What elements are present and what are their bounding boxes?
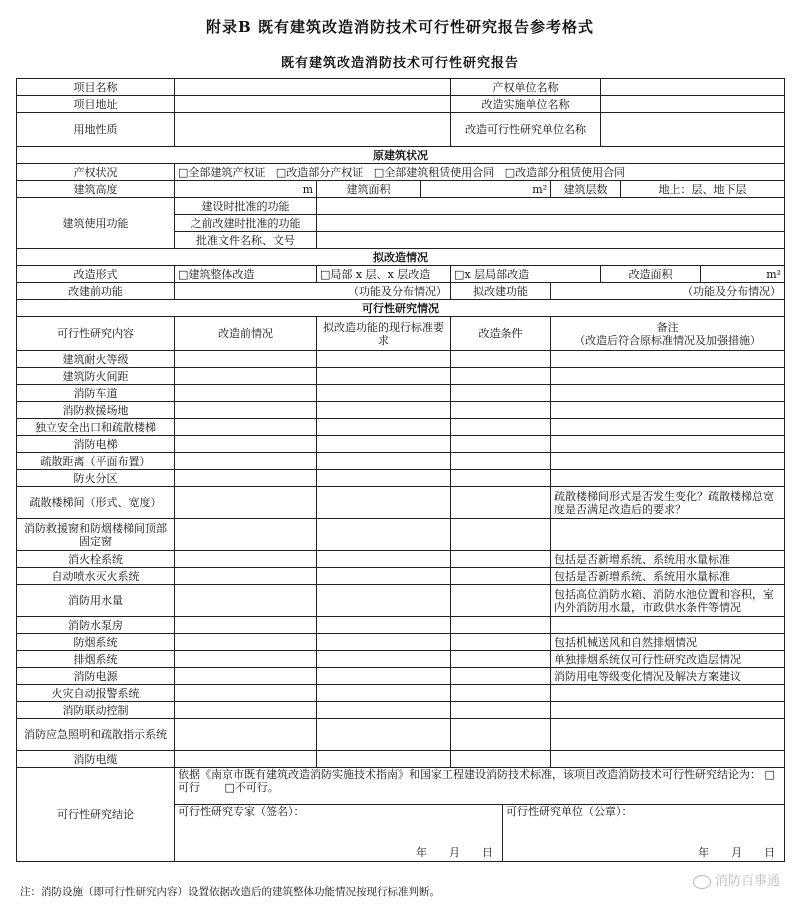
study-condition-cell[interactable]	[451, 385, 551, 402]
study-note-cell[interactable]	[551, 436, 785, 453]
study-before-cell[interactable]	[175, 702, 317, 719]
label-project-name: 项目名称	[17, 79, 175, 96]
checkbox-all-cert[interactable]: □全部建筑产权证	[178, 165, 266, 179]
study-standard-cell[interactable]	[317, 719, 451, 751]
study-row	[17, 634, 785, 651]
field-study-unit[interactable]	[601, 113, 785, 147]
field-approval-doc[interactable]	[317, 232, 785, 249]
study-note-cell[interactable]: 包括是否新增系统、系统用水量标准	[551, 551, 785, 568]
study-item-label: 消防电梯	[17, 436, 175, 453]
study-note-cell[interactable]	[551, 385, 785, 402]
study-before-cell[interactable]	[175, 685, 317, 702]
study-row	[17, 419, 785, 436]
study-note-cell[interactable]	[551, 419, 785, 436]
checkbox-partial-floors[interactable]: □局部 x 层、x 层改造	[317, 266, 451, 283]
study-before-cell[interactable]	[175, 385, 317, 402]
study-before-cell[interactable]	[175, 585, 317, 617]
study-note-cell[interactable]	[551, 685, 785, 702]
study-condition-cell[interactable]	[451, 651, 551, 668]
study-note-cell[interactable]	[551, 702, 785, 719]
field-before-func[interactable]: （功能及分布情况）	[175, 283, 451, 300]
study-item-label: 消防用水量	[17, 585, 175, 617]
field-func-approved[interactable]	[317, 198, 785, 215]
study-condition-cell[interactable]	[451, 419, 551, 436]
study-row	[17, 351, 785, 368]
study-before-cell[interactable]	[175, 351, 317, 368]
label-address: 项目地址	[17, 96, 175, 113]
label-floors: 建筑层数	[551, 181, 621, 198]
footnote: 注：消防设施（即可行性研究内容）设置依据改造后的建筑整体功能情况按现行标准判断。	[20, 886, 440, 898]
study-row	[17, 436, 785, 453]
study-row	[17, 617, 785, 634]
study-row	[17, 487, 785, 519]
label-conclusion: 可行性研究结论	[17, 768, 175, 862]
checkbox-infeasible[interactable]: □不可行。	[224, 781, 279, 794]
page-title: 附录B 既有建筑改造消防技术可行性研究报告参考格式	[206, 18, 594, 36]
study-note-cell[interactable]: 包括是否新增系统、系统用水量标准	[551, 568, 785, 585]
watermark-text: 消防百事通	[714, 874, 780, 889]
study-standard-cell[interactable]	[317, 651, 451, 668]
study-before-cell[interactable]	[175, 368, 317, 385]
study-condition-cell[interactable]	[451, 634, 551, 651]
study-standard-cell[interactable]	[317, 470, 451, 487]
checkbox-part-lease[interactable]: □改造部分租赁使用合同	[504, 165, 626, 179]
study-condition-cell[interactable]	[451, 585, 551, 617]
study-note-cell[interactable]	[551, 751, 785, 768]
study-row	[17, 368, 785, 385]
field-reno-area[interactable]: m²	[701, 266, 785, 283]
study-before-cell[interactable]	[175, 568, 317, 585]
study-condition-cell[interactable]	[451, 668, 551, 685]
study-standard-cell[interactable]	[317, 436, 451, 453]
study-row	[17, 519, 785, 551]
study-note-cell[interactable]	[551, 351, 785, 368]
study-condition-cell[interactable]	[451, 568, 551, 585]
label-height: 建筑高度	[17, 181, 175, 198]
col-before: 改造前情况	[175, 317, 317, 351]
study-row	[17, 685, 785, 702]
study-standard-cell[interactable]	[317, 419, 451, 436]
study-row	[17, 668, 785, 685]
study-note-cell[interactable]: 消防用电等级变化情况及解决方案建议	[551, 668, 785, 685]
study-row	[17, 385, 785, 402]
study-condition-cell[interactable]	[451, 351, 551, 368]
study-standard-cell[interactable]	[317, 551, 451, 568]
study-condition-cell[interactable]	[451, 702, 551, 719]
study-standard-cell[interactable]	[317, 385, 451, 402]
study-before-cell[interactable]	[175, 634, 317, 651]
study-standard-cell[interactable]	[317, 351, 451, 368]
checkbox-part-cert[interactable]: □改造部分产权证	[275, 165, 364, 179]
label-form: 改造形式	[17, 266, 175, 283]
field-area[interactable]: m²	[421, 181, 551, 198]
field-project-name[interactable]	[175, 79, 451, 96]
label-property-status: 产权状况	[17, 164, 175, 181]
study-before-cell[interactable]	[175, 651, 317, 668]
study-item-label: 消防电缆	[17, 751, 175, 768]
study-note-cell[interactable]: 单独排烟系统仅可行性研究改造层情况	[551, 651, 785, 668]
study-item-label: 消防救援窗和防烟楼梯间顶部固定窗	[17, 519, 175, 551]
field-impl-unit[interactable]	[601, 96, 785, 113]
study-item-label: 防火分区	[17, 470, 175, 487]
study-before-cell[interactable]	[175, 487, 317, 519]
study-item-label: 防烟系统	[17, 634, 175, 651]
watermark	[693, 870, 780, 889]
study-condition-cell[interactable]	[451, 617, 551, 634]
study-standard-cell[interactable]	[317, 685, 451, 702]
study-row	[17, 568, 785, 585]
study-standard-cell[interactable]	[317, 453, 451, 470]
study-condition-cell[interactable]	[451, 685, 551, 702]
study-row	[17, 751, 785, 768]
section-original: 原建筑状况	[17, 147, 785, 164]
study-rows	[17, 351, 785, 768]
study-condition-cell[interactable]	[451, 402, 551, 419]
study-note-cell[interactable]	[551, 519, 785, 551]
conclusion-text: 依据《南京市既有建筑改造消防实施技术指南》和国家工程建设消防技术标准，该项目改造消防技术可行性研究结论为：	[178, 768, 761, 781]
study-row	[17, 453, 785, 470]
checkbox-floor-partial[interactable]: □x 层局部改造	[451, 266, 601, 283]
study-item-label: 消防车道	[17, 385, 175, 402]
study-standard-cell[interactable]	[317, 585, 451, 617]
study-row	[17, 585, 785, 617]
field-after-func[interactable]: （功能及分布情况）	[551, 283, 785, 300]
study-before-cell[interactable]	[175, 436, 317, 453]
study-before-cell[interactable]	[175, 519, 317, 551]
label-owner: 产权单位名称	[451, 79, 601, 96]
study-note-cell[interactable]	[551, 368, 785, 385]
label-study-unit: 改造可行性研究单位名称	[451, 113, 601, 147]
field-owner[interactable]	[601, 79, 785, 96]
label-impl-unit: 改造实施单位名称	[451, 96, 601, 113]
property-options	[175, 164, 785, 181]
wechat-icon	[693, 875, 711, 889]
col-content: 可行性研究内容	[17, 317, 175, 351]
col-conditions: 改造条件	[451, 317, 551, 351]
label-reno-area: 改造面积	[601, 266, 701, 283]
unit-label: 可行性研究单位（公章）：	[506, 805, 633, 818]
study-standard-cell[interactable]	[317, 402, 451, 419]
study-standard-cell[interactable]	[317, 368, 451, 385]
study-standard-cell[interactable]	[317, 519, 451, 551]
study-item-label: 建筑防火间距	[17, 368, 175, 385]
study-note-cell[interactable]: 包括高位消防水箱、消防水池位置和容积，室内外消防用水量，市政供水条件等情况	[551, 585, 785, 617]
study-condition-cell[interactable]	[451, 551, 551, 568]
report-form-table	[16, 78, 785, 862]
label-approval-doc: 批准文件名称、文号	[175, 232, 317, 249]
study-standard-cell[interactable]	[317, 487, 451, 519]
report-subtitle: 既有建筑改造消防技术可行性研究报告	[280, 56, 519, 71]
study-item-label: 消防电源	[17, 668, 175, 685]
study-before-cell[interactable]	[175, 551, 317, 568]
study-before-cell[interactable]	[175, 719, 317, 751]
study-item-label: 排烟系统	[17, 651, 175, 668]
study-condition-cell[interactable]	[451, 519, 551, 551]
study-item-label: 消防联动控制	[17, 702, 175, 719]
study-before-cell[interactable]	[175, 470, 317, 487]
label-function: 建筑使用功能	[17, 198, 175, 249]
study-standard-cell[interactable]	[317, 668, 451, 685]
field-height[interactable]: m	[175, 181, 317, 198]
study-note-cell[interactable]	[551, 470, 785, 487]
study-condition-cell[interactable]	[451, 487, 551, 519]
section-study: 可行性研究情况	[17, 300, 785, 317]
study-condition-cell[interactable]	[451, 751, 551, 768]
study-item-label: 建筑耐火等级	[17, 351, 175, 368]
field-land-use[interactable]	[175, 113, 451, 147]
checkbox-whole[interactable]: □建筑整体改造	[175, 266, 317, 283]
unit-seal-cell[interactable]	[503, 805, 785, 862]
label-func-previous: 之前改建时批准的功能	[175, 215, 317, 232]
field-floors[interactable]: 地上：层、地下层	[621, 181, 785, 198]
study-before-cell[interactable]	[175, 617, 317, 634]
label-func-approved: 建设时批准的功能	[175, 198, 317, 215]
col-notes: 备注 （改造后符合原标准情况及加强措施）	[551, 317, 785, 351]
label-before-func: 改建前功能	[17, 283, 175, 300]
study-note-cell[interactable]	[551, 719, 785, 751]
study-standard-cell[interactable]	[317, 634, 451, 651]
study-note-cell[interactable]: 包括机械送风和自然排烟情况	[551, 634, 785, 651]
study-condition-cell[interactable]	[451, 368, 551, 385]
study-row	[17, 551, 785, 568]
study-standard-cell[interactable]	[317, 751, 451, 768]
field-address[interactable]	[175, 96, 451, 113]
study-item-label: 火灾自动报警系统	[17, 685, 175, 702]
field-func-previous[interactable]	[317, 215, 785, 232]
study-condition-cell[interactable]	[451, 719, 551, 751]
study-condition-cell[interactable]	[451, 436, 551, 453]
study-row	[17, 470, 785, 487]
study-note-cell[interactable]	[551, 402, 785, 419]
study-item-label: 自动喷水灭火系统	[17, 568, 175, 585]
study-before-cell[interactable]	[175, 419, 317, 436]
study-item-label: 疏散距离（平面布置）	[17, 453, 175, 470]
checkbox-all-lease[interactable]: □全部建筑租赁使用合同	[373, 165, 495, 179]
label-area: 建筑面积	[317, 181, 421, 198]
study-row	[17, 702, 785, 719]
label-land-use: 用地性质	[17, 113, 175, 147]
col-standard: 拟改造功能的现行标准要求	[317, 317, 451, 351]
study-condition-cell[interactable]	[451, 470, 551, 487]
study-before-cell[interactable]	[175, 453, 317, 470]
study-condition-cell[interactable]	[451, 453, 551, 470]
study-note-cell[interactable]: 疏散楼梯间形式是否发生变化？疏散楼梯总宽度是否满足改造后的要求？	[551, 487, 785, 519]
study-before-cell[interactable]	[175, 402, 317, 419]
study-item-label: 消火栓系统	[17, 551, 175, 568]
study-note-cell[interactable]	[551, 617, 785, 634]
label-after-func: 拟改建功能	[451, 283, 551, 300]
study-row	[17, 651, 785, 668]
expert-signature-cell[interactable]	[175, 805, 503, 862]
study-before-cell[interactable]	[175, 751, 317, 768]
study-row	[17, 402, 785, 419]
study-before-cell[interactable]	[175, 668, 317, 685]
expert-label: 可行性研究专家（签名）：	[178, 805, 305, 818]
study-note-cell[interactable]	[551, 453, 785, 470]
study-item-label: 独立安全出口和疏散楼梯	[17, 419, 175, 436]
unit-date: 年 月 日	[698, 846, 776, 859]
expert-date: 年 月 日	[416, 846, 494, 859]
study-standard-cell[interactable]	[317, 617, 451, 634]
section-proposed: 拟改造情况	[17, 249, 785, 266]
study-item-label: 消防水泵房	[17, 617, 175, 634]
study-item-label: 消防应急照明和疏散指示系统	[17, 719, 175, 751]
conclusion-statement	[175, 768, 785, 805]
study-item-label: 疏散楼梯间（形式、宽度）	[17, 487, 175, 519]
study-standard-cell[interactable]	[317, 568, 451, 585]
study-item-label: 消防救援场地	[17, 402, 175, 419]
study-row	[17, 719, 785, 751]
study-standard-cell[interactable]	[317, 702, 451, 719]
checkbox-feasible[interactable]: □可行	[178, 768, 775, 794]
